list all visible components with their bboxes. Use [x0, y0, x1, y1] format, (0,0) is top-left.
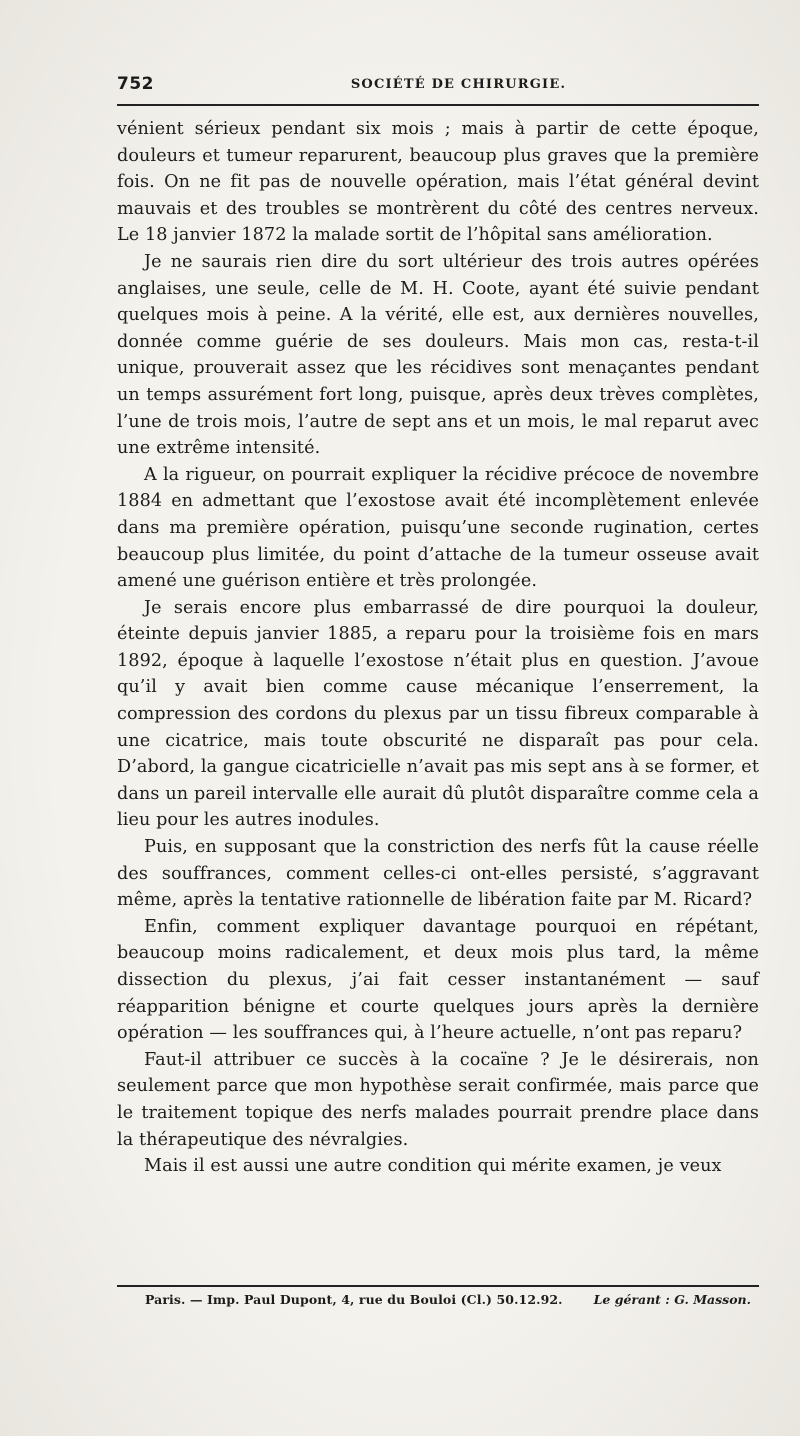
paragraph: Je ne saurais rien dire du sort ultérieur des trois autres opérées anglaises, une seule, celle de M. H. Coote, ayant été suivie pendant quelques mois à peine. A la vérité, elle est, aux dernières nouvelles, donnée comme guérie de ses douleurs. Mais mon cas, resta-t-il unique, prouverait assez que les récidives sont menaçantes pendant un temps assurément fort long, puisque, après deux trèves complètes, l’une de trois mois, l’autre de sept ans et un mois, le mal reparut avec une extrême intensité. — [117, 251, 759, 459]
printer-imprint: Paris. — Imp. Paul Dupont, 4, rue du Bouloi (Cl.) 50.12.92. — [145, 1291, 563, 1307]
paragraph: Enfin, comment expliquer davantage pourquoi en répétant, beaucoup moins radicalement, et deux mois plus tard, la même dissection du plexus, j’ai fait cesser instantanément — sauf réapparition bénigne et courte quelques jours après la dernière opération — les souffrances qui, à l’heure actuelle, n’ont pas reparu? — [117, 916, 759, 1044]
paragraph: A la rigueur, on pourrait expliquer la récidive précoce de novembre 1884 en admettant que l’exostose avait été incomplètement enlevée dans ma première opération, puisqu’une seconde rugination, certes beaucoup plus limitée, du point d’attache de la tumeur osseuse avait amené une guérison entière et très prolongée. — [117, 464, 759, 592]
header-rule — [117, 104, 759, 106]
footer-rule — [117, 1285, 759, 1287]
page-footer — [117, 1289, 759, 1309]
paragraph: Faut-il attribuer ce succès à la cocaïne ? Je le désirerais, non seulement parce que mon hypothèse serait confirmée, mais parce que le traitement topique des nerfs malades pourrait prendre place dans la thérapeutique des névralgies. — [117, 1049, 759, 1150]
running-head: SOCIÉTÉ DE CHIRURGIE. — [350, 76, 567, 92]
paragraph: vénient sérieux pendant six mois ; mais à partir de cette époque, douleurs et tumeur reparurent, beaucoup plus graves que la première fois. On ne fit pas de nouvelle opération, mais l’état général devint mauvais et des troubles se montrèrent du côté des centres nerveux. Le 18 janvier 1872 la malade sortit de l’hôpital sans amélioration. — [117, 119, 759, 246]
body-text — [117, 116, 759, 1180]
paragraph: Mais il est aussi une autre condition qui mérite examen, je veux — [144, 1156, 722, 1177]
paragraph: Puis, en supposant que la constriction des nerfs fût la cause réelle des souffrances, comment celles-ci ont-elles persisté, s’aggravant même, après la tentative rationnelle de libération faite par M. Ricard? — [117, 837, 759, 911]
page-header — [117, 70, 760, 98]
publisher-credit: Le gérant : G. Masson. — [593, 1291, 751, 1307]
paragraph: Je serais encore plus embarrassé de dire pourquoi la douleur, éteinte depuis janvier 1885, a reparu pour la troisième fois en mars 1892, époque à laquelle l’exostose n’était plus en question. J’avoue qu’il y avait bien comme cause mécanique l’enserrement, la compression des cordons du plexus par un tissu fibreux comparable à une cicatrice, mais toute obscurité ne disparaît pas pour cela. D’abord, la gangue cicatricielle n’avait pas mis sept ans à se former, et dans un pareil intervalle elle aurait dû plutôt disparaître comme cela a lieu pour les autres inodules. — [117, 597, 759, 831]
page-number: 752 — [117, 74, 154, 94]
